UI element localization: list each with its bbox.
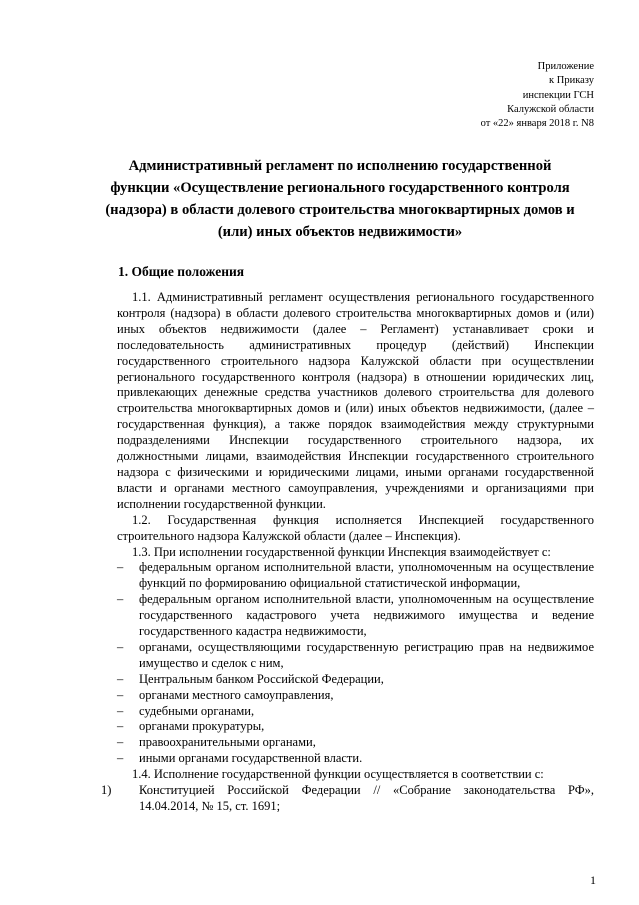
interaction-list [117,560,594,767]
list-item [117,560,594,592]
dash-mark: – [117,719,124,734]
dash-mark: – [117,751,124,766]
list-item [117,719,594,735]
dash-mark: – [117,592,124,607]
paragraph-1-3: 1.3. При исполнении государственной функции Инспекция взаимодействует с: [132,544,551,559]
list-item-text: органами прокуратуры, [139,719,265,734]
list-item-text: органами, осуществляющими государственную регистрацию прав на недвижимое имущество и сделок с ним, [139,639,594,670]
list-item [117,640,594,672]
list-item-text: правоохранительными органами, [139,735,316,750]
list-item [117,751,594,767]
appendix-line: к Приказу [549,75,594,87]
legal-basis-list [101,783,594,815]
dash-mark: – [117,639,124,654]
dash-mark: – [117,560,124,575]
list-item [117,592,594,640]
list-item-text: федеральным органом исполнительной власти, уполномоченным на осуществление функций по формированию официальной статистической информации, [139,560,594,591]
title-line: (надзора) в области долевого строительства многоквартирных домов и [105,202,575,218]
title-line: (или) иных объектов недвижимости» [217,224,463,240]
appendix-note [481,60,594,131]
appendix-line: от «22» января 2018 г. N8 [480,118,594,130]
dash-mark: – [117,671,124,686]
list-item [117,688,594,704]
item-number: 1) [101,783,112,798]
dash-mark: – [117,687,124,702]
list-item [117,704,594,720]
dash-mark: – [117,735,124,750]
appendix-line: инспекции ГСН [522,89,594,101]
list-item-text: Конституцией Российской Федерации // «Собрание законодательства РФ», 14.04.2014, № 15, ст. 1691; [139,783,594,813]
list-item-text: судебными органами, [139,703,255,718]
list-item [101,783,594,815]
appendix-line: Калужской области [507,103,594,115]
list-item-text: иными органами государственной власти. [139,751,363,766]
paragraph-1-1: 1.1. Административный регламент осуществления регионального государственного контроля (надзора) в области долевого строительства многоквартирных домов и (или) иных объектов недвижимости (далее – Регламент) устанавливает сроки и последовательность административных процедур (действий) Инспекции государственного строительного надзора Калужской области при осуществлении регионального государственного контроля (надзора) в отношении юридических лиц, привлекающих денежные средства участников долевого строительства для долевого строительства многоквартирных домов и (или) иных объектов недвижимости, (далее – государственная функция), а также порядок взаимодействия между структурными подразделениями Инспекции государственного строительного надзора, их должностными лицами, взаимодействия Инспекции государственного строительного надзора с физическими и юридическими лицами, иными органами государственной власти и органами местного самоуправления, учреждениями и организациями при исполнении государственной функции. [117,290,594,511]
paragraph-1-4: 1.4. Исполнение государственной функции осуществляется в соответствии с: [132,767,544,782]
list-item-text: органами местного самоуправления, [139,687,334,702]
list-item-text: федеральным органом исполнительной власти, уполномоченным на осуществление государственного кадастрового учета недвижимого имущества и ведение государственного кадастра недвижимости, [139,592,594,639]
paragraph-1-2: 1.2. Государственная функция исполняется Инспекцией государственного строительного надзора Калужской области (далее – Инспекция). [117,512,594,543]
dash-mark: – [117,703,124,718]
list-item-text: Центральным банком Российской Федерации, [139,671,384,686]
page-number: 1 [590,873,596,887]
title-line: функции «Осуществление регионального государственного контроля [110,180,570,196]
list-item [117,672,594,688]
document-title [60,155,620,243]
list-item [117,735,594,751]
appendix-line: Приложение [537,61,594,72]
section-heading: 1. Общие положения [118,264,245,279]
title-line: Административный регламент по исполнению государственной [128,158,552,174]
document-body [101,290,594,815]
